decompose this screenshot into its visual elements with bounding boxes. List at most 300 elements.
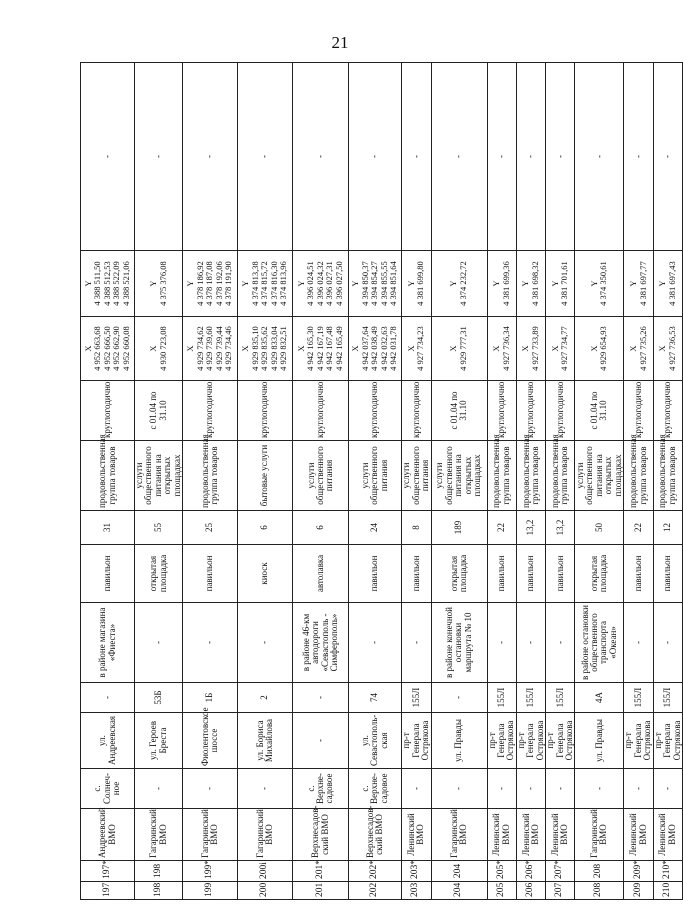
table-row (546, 63, 575, 900)
coord-y-value: 4 396 024,51 (305, 261, 316, 306)
coord-y-label: Y (148, 280, 159, 287)
cell-period: круглогодично (487, 381, 516, 441)
cell-district: Ленинский ВМО (546, 809, 575, 861)
coord-x-label: X (657, 345, 668, 352)
cell-period: круглогодично (183, 381, 238, 441)
cell-district: Верхнесадов-ский ВМО (293, 809, 349, 861)
cell-district: Гагаринский ВМО (183, 809, 238, 861)
cell-house-number: - (81, 683, 135, 713)
page-number: 21 (331, 33, 349, 52)
cell-place-number: 199* (183, 861, 238, 882)
registry-table (80, 62, 683, 900)
coord-y-value: 4 396 024,32 (314, 261, 325, 306)
coord-y-label: Y (520, 280, 531, 287)
cell-area: 13,2 (516, 511, 545, 545)
cell-extra: - (402, 63, 431, 251)
table-row (402, 63, 431, 900)
cell-locality: - (402, 769, 431, 809)
cell-specialization: услуги общественного питания (349, 441, 402, 511)
coord-y-value: 4 396 027,50 (333, 261, 344, 306)
cell-place-number: 203* (402, 861, 431, 882)
coord-y-value: 4 381 697,43 (666, 261, 677, 306)
cell-coord-y (624, 251, 653, 317)
cell-landmark: в районе магазина «Фиеста» (81, 603, 135, 683)
coord-y-label: Y (448, 280, 459, 287)
cell-specialization: продовольственная группа товаров (546, 441, 575, 511)
cell-row-number: 210 (653, 882, 682, 900)
cell-house-number: 155Л (653, 683, 682, 713)
coord-y-value: 4 378 186,92 (194, 261, 205, 306)
cell-place-number: 197* (81, 861, 135, 882)
coord-x-value: 4 929 654,93 (598, 326, 609, 371)
cell-street: пр-т Генерала Острякова (487, 713, 516, 769)
coord-x-value: 4 942 167,19 (314, 326, 325, 371)
coord-y-value: 4 388 511,50 (92, 261, 103, 306)
cell-extra: - (238, 63, 293, 251)
table-row (431, 63, 487, 900)
coord-x-value: 4 930 723,08 (157, 326, 168, 371)
cell-coord-y (575, 251, 624, 317)
cell-district: Ленинский ВМО (624, 809, 653, 861)
cell-coord-x (546, 317, 575, 381)
cell-locality: - (238, 769, 293, 809)
cell-coord-x (183, 317, 238, 381)
coord-x-value: 4 927 736,53 (666, 326, 677, 371)
cell-coord-y (653, 251, 682, 317)
coord-x-value: 4 927 733,89 (529, 326, 540, 371)
cell-street: пр-т Генерала Острякова (624, 713, 653, 769)
table-row (135, 63, 183, 900)
cell-object-type: павильон (516, 545, 545, 603)
cell-coord-x (624, 317, 653, 381)
cell-house-number: 1Б (183, 683, 238, 713)
coord-x-label: X (549, 345, 560, 352)
cell-specialization: услуги общественного питания на открытых площадках (135, 441, 183, 511)
cell-object-type: павильон (402, 545, 431, 603)
cell-period: с 01.04 по 31.10 (431, 381, 487, 441)
cell-district: Ленинский ВМО (487, 809, 516, 861)
cell-landmark: - (546, 603, 575, 683)
coord-x-value: 4 929 835,10 (249, 326, 260, 371)
cell-district: Гагаринский ВМО (431, 809, 487, 861)
coord-y-label: Y (185, 280, 196, 287)
table-row (183, 63, 238, 900)
coord-y-label: Y (588, 280, 599, 287)
cell-extra: - (546, 63, 575, 251)
cell-specialization: услуги общественного питания (293, 441, 349, 511)
coord-x-label: X (405, 345, 416, 352)
cell-extra: - (653, 63, 682, 251)
coord-x-value: 4 952 662,90 (111, 326, 122, 371)
table-row (293, 63, 349, 900)
cell-specialization: продовольственная группа товаров (624, 441, 653, 511)
coord-x-label: X (82, 345, 93, 352)
cell-street: ул. Андреевская (81, 713, 135, 769)
cell-object-type: павильон (487, 545, 516, 603)
cell-period: с 01.04 по 31.10 (575, 381, 624, 441)
coord-y-value: 4 388 521,06 (120, 261, 131, 306)
coord-y-label: Y (295, 280, 306, 287)
cell-object-type: автолавка (293, 545, 349, 603)
cell-extra: - (293, 63, 349, 251)
coord-x-value: 4 942 165,49 (333, 326, 344, 371)
cell-coord-y (293, 251, 349, 317)
cell-area: 55 (135, 511, 183, 545)
cell-coord-x (349, 317, 402, 381)
cell-extra: - (516, 63, 545, 251)
cell-object-type: открытая площадка (431, 545, 487, 603)
cell-locality: с. Солнеч-ное (81, 769, 135, 809)
coord-x-value: 4 942 032,63 (378, 326, 389, 371)
cell-row-number: 202 (349, 882, 402, 900)
cell-object-type: киоск (238, 545, 293, 603)
coord-x-value: 4 929 833,04 (268, 326, 279, 371)
cell-coord-y (516, 251, 545, 317)
coord-y-label: Y (82, 280, 93, 287)
cell-place-number: 202* (349, 861, 402, 882)
cell-coord-x (575, 317, 624, 381)
cell-street: ул. Севастополь-ская (349, 713, 402, 769)
coord-y-value: 4 374 813,96 (278, 261, 289, 306)
cell-locality: - (135, 769, 183, 809)
cell-district: Верхнесадов-ский ВМО (349, 809, 402, 861)
cell-coord-x (81, 317, 135, 381)
cell-street: пр-т Генерала Острякова (546, 713, 575, 769)
cell-period: круглогодично (238, 381, 293, 441)
cell-house-number: 4А (575, 683, 624, 713)
cell-house-number: - (293, 683, 349, 713)
cell-row-number: 199 (183, 882, 238, 900)
cell-place-number: 198 (135, 861, 183, 882)
cell-house-number: 2 (238, 683, 293, 713)
coord-x-value: 4 927 734,77 (559, 326, 570, 371)
cell-coord-y (431, 251, 487, 317)
cell-row-number: 200 (238, 882, 293, 900)
cell-place-number: 207* (546, 861, 575, 882)
cell-object-type: открытая площадка (135, 545, 183, 603)
registry-table-body (81, 63, 683, 900)
cell-row-number: 205 (487, 882, 516, 900)
cell-extra: - (431, 63, 487, 251)
coord-x-value: 4 927 735,26 (637, 326, 648, 371)
cell-landmark: в районе 46-км автодороги «Севастополь - Симферополь» (293, 603, 349, 683)
cell-district: Гагаринский ВМО (575, 809, 624, 861)
coord-y-value: 4 388 512,53 (101, 261, 112, 306)
cell-extra: - (487, 63, 516, 251)
cell-object-type: павильон (653, 545, 682, 603)
coord-y-value: 4 396 027,31 (324, 261, 335, 306)
cell-place-number: 206* (516, 861, 545, 882)
cell-specialization: бытовые услуги (238, 441, 293, 511)
coord-y-value: 4 375 376,08 (157, 261, 168, 306)
cell-specialization: услуги общественного питания на открытых площадках (431, 441, 487, 511)
cell-row-number: 201 (293, 882, 349, 900)
cell-coord-y (349, 251, 402, 317)
cell-area: 22 (487, 511, 516, 545)
cell-coord-y (546, 251, 575, 317)
cell-area: 25 (183, 511, 238, 545)
cell-locality: - (431, 769, 487, 809)
coord-y-value: 4 378 192,06 (213, 261, 224, 306)
cell-locality: - (546, 769, 575, 809)
coord-x-value: 4 929 739,44 (213, 326, 224, 371)
cell-specialization: услуги общественного питания (402, 441, 431, 511)
coord-y-value: 4 374 350,61 (598, 261, 609, 306)
cell-landmark: - (135, 603, 183, 683)
cell-extra: - (575, 63, 624, 251)
coord-x-value: 4 942 165,30 (305, 326, 316, 371)
cell-coord-x (402, 317, 431, 381)
cell-locality: - (653, 769, 682, 809)
cell-coord-x (516, 317, 545, 381)
coord-y-value: 4 394 851,64 (388, 261, 399, 306)
cell-landmark: - (516, 603, 545, 683)
cell-period: круглогодично (349, 381, 402, 441)
cell-landmark: - (238, 603, 293, 683)
cell-house-number: 155Л (516, 683, 545, 713)
cell-object-type: павильон (546, 545, 575, 603)
cell-row-number: 206 (516, 882, 545, 900)
cell-period: круглогодично (653, 381, 682, 441)
cell-period: круглогодично (81, 381, 135, 441)
coord-y-value: 4 374 815,72 (259, 261, 270, 306)
cell-street: Фиолентовское шоссе (183, 713, 238, 769)
cell-landmark: в районе остановки общественного транспорта «Океан» (575, 603, 624, 683)
coord-x-label: X (520, 345, 531, 352)
cell-place-number: 204 (431, 861, 487, 882)
cell-coord-y (81, 251, 135, 317)
coord-y-label: Y (549, 280, 560, 287)
cell-locality: - (575, 769, 624, 809)
cell-row-number: 209 (624, 882, 653, 900)
coord-y-label: Y (657, 280, 668, 287)
cell-landmark: - (653, 603, 682, 683)
cell-district: Ленинский ВМО (653, 809, 682, 861)
cell-place-number: 200i (238, 861, 293, 882)
cell-coord-x (293, 317, 349, 381)
cell-house-number: 155Л (624, 683, 653, 713)
cell-area: 8 (402, 511, 431, 545)
rotated-table-container (80, 62, 682, 900)
coord-x-value: 4 942 167,48 (324, 326, 335, 371)
cell-district: Ленинский ВМО (516, 809, 545, 861)
coord-y-value: 4 381 701,61 (559, 261, 570, 306)
cell-specialization: услуги общественного питания на открытых площадках (575, 441, 624, 511)
cell-specialization: продовольственная группа товаров (81, 441, 135, 511)
coord-y-value: 4 381 697,77 (637, 261, 648, 306)
coord-x-label: X (491, 345, 502, 352)
coord-y-label: Y (350, 280, 361, 287)
coord-x-value: 4 927 736,34 (500, 326, 511, 371)
cell-district: Андреевский ВМО (81, 809, 135, 861)
coord-x-value: 4 942 037,64 (359, 326, 370, 371)
coord-y-label: Y (405, 280, 416, 287)
cell-specialization: продовольственная группа товаров (653, 441, 682, 511)
cell-street: ул. Правды (431, 713, 487, 769)
cell-house-number: 155Л (546, 683, 575, 713)
cell-period: с 01.04 по 31.10 (135, 381, 183, 441)
cell-object-type: павильон (81, 545, 135, 603)
cell-house-number: 53Б (135, 683, 183, 713)
coord-y-value: 4 381 698,32 (529, 261, 540, 306)
cell-area: 12 (653, 511, 682, 545)
coord-y-value: 4 374 232,72 (458, 261, 468, 306)
cell-object-type: павильон (349, 545, 402, 603)
coord-x-label: X (148, 345, 159, 352)
coord-y-value: 4 378 187,08 (204, 261, 215, 306)
coord-x-value: 4 952 660,08 (120, 326, 131, 371)
coord-y-value: 4 394 854,27 (369, 261, 380, 306)
cell-object-type: открытая площадка (575, 545, 624, 603)
cell-house-number: 155Л (402, 683, 431, 713)
cell-area: 6 (293, 511, 349, 545)
coord-x-label: X (350, 345, 361, 352)
cell-row-number: 204 (431, 882, 487, 900)
cell-specialization: продовольственная группа товаров (487, 441, 516, 511)
cell-locality: - (516, 769, 545, 809)
cell-coord-y (402, 251, 431, 317)
cell-specialization: продовольственная группа товаров (516, 441, 545, 511)
cell-extra: - (135, 63, 183, 251)
cell-extra: - (81, 63, 135, 251)
coord-y-value: 4 394 855,55 (378, 261, 389, 306)
cell-area: 50 (575, 511, 624, 545)
cell-period: круглогодично (516, 381, 545, 441)
cell-object-type: павильон (183, 545, 238, 603)
coord-y-label: Y (628, 280, 639, 287)
cell-extra: - (349, 63, 402, 251)
cell-period: круглогодично (624, 381, 653, 441)
coord-x-value: 4 929 739,60 (204, 326, 215, 371)
coord-y-value: 4 381 699,36 (500, 261, 511, 306)
cell-locality: - (624, 769, 653, 809)
table-row (349, 63, 402, 900)
cell-coord-x (653, 317, 682, 381)
cell-street: - (293, 713, 349, 769)
coord-y-value: 4 394 850,37 (359, 261, 370, 306)
coord-y-value: 4 388 522,09 (111, 261, 122, 306)
cell-coord-y (487, 251, 516, 317)
cell-object-type: павильон (624, 545, 653, 603)
cell-locality: - (487, 769, 516, 809)
cell-coord-y (135, 251, 183, 317)
cell-coord-x (487, 317, 516, 381)
cell-street: пр-т Генерала Острякова (402, 713, 431, 769)
cell-period: круглогодично (546, 381, 575, 441)
cell-row-number: 197 (81, 882, 135, 900)
coord-y-value: 4 374 813,38 (249, 261, 260, 306)
coord-x-value: 4 929 734,62 (194, 326, 205, 371)
cell-area: 31 (81, 511, 135, 545)
cell-area: 24 (349, 511, 402, 545)
cell-row-number: 203 (402, 882, 431, 900)
coord-x-label: X (448, 345, 459, 352)
cell-street: пр-т Генерала Острякова (516, 713, 545, 769)
cell-locality: с. Верхне-садовое (293, 769, 349, 809)
cell-specialization: продовольственная группа товаров (183, 441, 238, 511)
coord-x-value: 4 929 835,62 (259, 326, 270, 371)
cell-extra: - (183, 63, 238, 251)
coord-x-value: 4 952 666,50 (101, 326, 112, 371)
cell-place-number: 209* (624, 861, 653, 882)
cell-coord-y (238, 251, 293, 317)
coord-x-label: X (628, 345, 639, 352)
table-row (516, 63, 545, 900)
cell-period: круглогодично (293, 381, 349, 441)
cell-house-number: 155Л (487, 683, 516, 713)
cell-street: ул. Героев Бреста (135, 713, 183, 769)
cell-landmark: в районе конечной остановки маршрута № 10 (431, 603, 487, 683)
table-row (624, 63, 653, 900)
cell-street: ул. Бориса Михайлова (238, 713, 293, 769)
cell-locality: - (183, 769, 238, 809)
cell-coord-x (135, 317, 183, 381)
cell-row-number: 198 (135, 882, 183, 900)
cell-extra: - (624, 63, 653, 251)
cell-locality: с. Верхне-садовое (349, 769, 402, 809)
cell-house-number: 74 (349, 683, 402, 713)
cell-coord-y (183, 251, 238, 317)
table-row (238, 63, 293, 900)
cell-landmark: - (183, 603, 238, 683)
cell-coord-x (238, 317, 293, 381)
coord-x-value: 4 942 031,78 (388, 326, 399, 371)
table-row (653, 63, 682, 900)
coord-y-label: Y (491, 280, 502, 287)
cell-district: Гагаринский ВМО (238, 809, 293, 861)
coord-x-value: 4 942 038,49 (369, 326, 380, 371)
cell-place-number: 208 (575, 861, 624, 882)
coord-x-label: X (185, 345, 196, 352)
coord-y-value: 4 378 191,90 (223, 261, 234, 306)
cell-place-number: 201* (293, 861, 349, 882)
cell-area: 13,2 (546, 511, 575, 545)
cell-place-number: 205* (487, 861, 516, 882)
cell-district: Ленинский ВМО (402, 809, 431, 861)
coord-y-value: 4 374 816,30 (268, 261, 279, 306)
cell-street: пр-т Генерала Острякова (653, 713, 682, 769)
coord-x-value: 4 929 734,46 (223, 326, 234, 371)
cell-landmark: - (624, 603, 653, 683)
table-row (81, 63, 135, 900)
table-row (487, 63, 516, 900)
coord-x-value: 4 927 734,23 (415, 326, 426, 371)
cell-landmark: - (487, 603, 516, 683)
cell-place-number: 210* (653, 861, 682, 882)
coord-x-label: X (588, 345, 599, 352)
cell-landmark: - (349, 603, 402, 683)
coord-y-value: 4 381 699,80 (415, 261, 426, 306)
coord-x-value: 4 952 663,68 (92, 326, 103, 371)
cell-coord-x (431, 317, 487, 381)
coord-x-label: X (240, 345, 251, 352)
cell-area: 6 (238, 511, 293, 545)
coord-x-value: 4 929 777,31 (458, 326, 468, 371)
cell-landmark: - (402, 603, 431, 683)
cell-house-number: - (431, 683, 487, 713)
cell-area: 22 (624, 511, 653, 545)
cell-street: ул. Правды (575, 713, 624, 769)
cell-period: круглогодично (402, 381, 431, 441)
coord-x-label: X (295, 345, 306, 352)
cell-row-number: 207 (546, 882, 575, 900)
cell-district: Гагаринский ВМО (135, 809, 183, 861)
table-row (575, 63, 624, 900)
coord-y-label: Y (240, 280, 251, 287)
coord-x-value: 4 929 832,51 (278, 326, 289, 371)
cell-row-number: 208 (575, 882, 624, 900)
cell-area: 189 (431, 511, 487, 545)
